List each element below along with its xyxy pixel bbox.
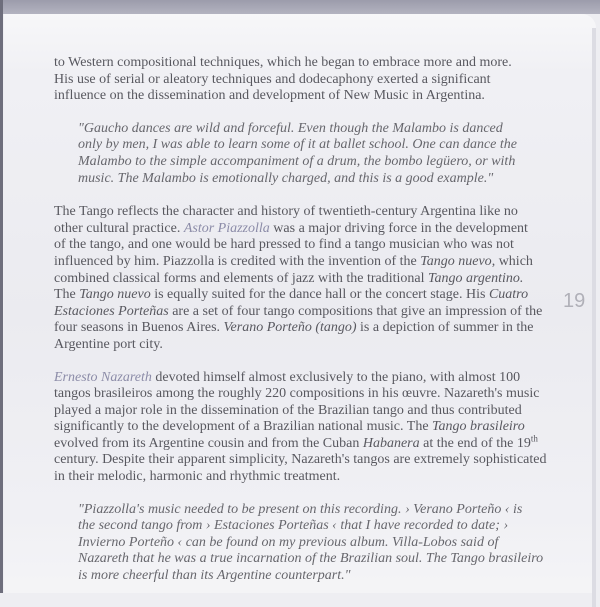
text-segment: devoted himself almost exclusively to the piano, with almost 100 [151,369,521,385]
text-segment: at the end of the 19 [419,435,531,451]
italic-title: Estaciones Porteñas [54,303,169,319]
text-line [54,469,546,486]
text-line [78,568,546,585]
text-segment: "Gaucho dances are wild and forceful. Even though the Malambo is danced [78,120,503,136]
quote-paragraph [54,121,546,187]
italic-title: Tango nuevo [420,253,492,269]
text-segment: , which [491,253,533,269]
text-segment: only by men, I was able to learn some of it at ballet school. One can dance the [78,137,517,153]
italic-title: Tango argentino. [428,270,524,286]
text-segment: evolved from its Argentine cousin and from the Cuban [54,435,363,451]
text-segment: is equally suited for the dance hall or the concert stage. His [150,287,489,303]
page-right-edge [592,28,596,607]
text-line [54,221,546,238]
composer-name: Astor Piazzolla [183,220,270,236]
text-line [54,419,546,436]
text-line [54,403,546,420]
text-segment: Argentine port city. [54,336,163,352]
text-line [54,320,546,337]
italic-title: Verano Porteño (tango) [223,320,357,336]
body-paragraph [54,204,546,353]
text-line [54,204,546,221]
text-segment: in their melodic, harmonic and rhythmic treatment. [54,469,341,485]
text-line [54,55,546,72]
text-segment: Nazareth that he was a true incarnation of the Brazilian soul. The Tango brasileiro [78,551,544,567]
text-segment: is a depiction of summer in the [356,320,534,336]
text-segment: significantly to the development of a Brazilian national music. The [54,419,433,435]
italic-title: Tango nuevo [79,287,151,303]
text-line [78,154,546,171]
page-text [54,55,546,602]
text-segment: The Tango reflects the character and history of twentieth-century Argentina like no [54,204,518,220]
text-segment: influence on the dissemination and development of New Music in Argentina. [54,88,485,104]
text-line [54,287,546,304]
page-number: 19 [563,290,586,312]
text-segment: to Western compositional techniques, which he began to embrace more and more. [54,55,512,70]
scan-left-edge [0,0,3,593]
text-line [78,502,546,519]
text-segment: music. The Malambo is emotionally charged, and this is a good example." [78,170,494,186]
body-paragraph [54,55,546,105]
text-segment: played a major role in the dissemination of the Brazilian tango and thus contributed [54,402,522,418]
text-segment: combined classical forms and elements of jazz with the traditional [54,270,428,286]
text-line [54,337,546,354]
composer-name: Ernesto Nazareth [54,369,152,385]
text-segment: Malambo to the simple accompaniment of a drum, the bombo legüero, or with [78,153,516,169]
text-line [54,237,546,254]
text-segment: influenced by him. Piazzolla is credited with the invention of the [54,253,421,269]
text-segment: was a major driving force in the development [269,220,528,236]
text-line [54,304,546,321]
text-segment: is more cheerful than its Argentine counterpart." [78,568,351,584]
text-segment: four seasons in Buenos Aires. [54,320,224,336]
text-line [78,137,546,154]
text-line [78,518,546,535]
text-segment: the second tango from › Estaciones Porteñas ‹ that I have recorded to date; › [78,518,509,534]
text-line [54,72,546,89]
text-segment: other cultural practice. [54,220,184,236]
text-line [78,535,546,552]
text-line [54,452,546,469]
text-segment: tangos brasileiros among the roughly 220 compositions in his œuvre. Nazareth's music [54,386,540,402]
text-segment: "Piazzolla's music needed to be present on this recording. › Verano Porteño ‹ is [78,501,523,517]
text-segment: of the tango, and one would be hard pressed to find a tango musician who was not [54,237,514,253]
text-segment: Invierno Porteño ‹ can be found on my previous album. Villa-Lobos said of [78,534,499,550]
text-segment: century. Despite their apparent simplicity, Nazareth's tangos are extremely sophisticated [54,452,547,468]
text-line [54,271,546,288]
text-line [78,171,546,188]
italic-title: Cuatro [488,287,529,303]
quote-paragraph [54,502,546,585]
italic-title: Tango brasileiro [432,419,525,435]
text-line [54,386,546,403]
italic-title: Habanera [362,435,420,451]
text-line [78,551,546,568]
text-segment: are a set of four tango compositions that give an impression of the [168,303,543,319]
text-line [78,121,546,138]
scan-top-band [0,0,600,14]
text-segment: His use of serial or aleatory techniques and dodecaphony exerted a significant [54,71,491,87]
text-segment: The [54,287,80,303]
text-line [54,254,546,271]
text-line [54,88,546,105]
body-paragraph [54,370,546,486]
text-line [54,370,546,387]
text-line [54,433,546,453]
superscript: th [530,433,538,444]
